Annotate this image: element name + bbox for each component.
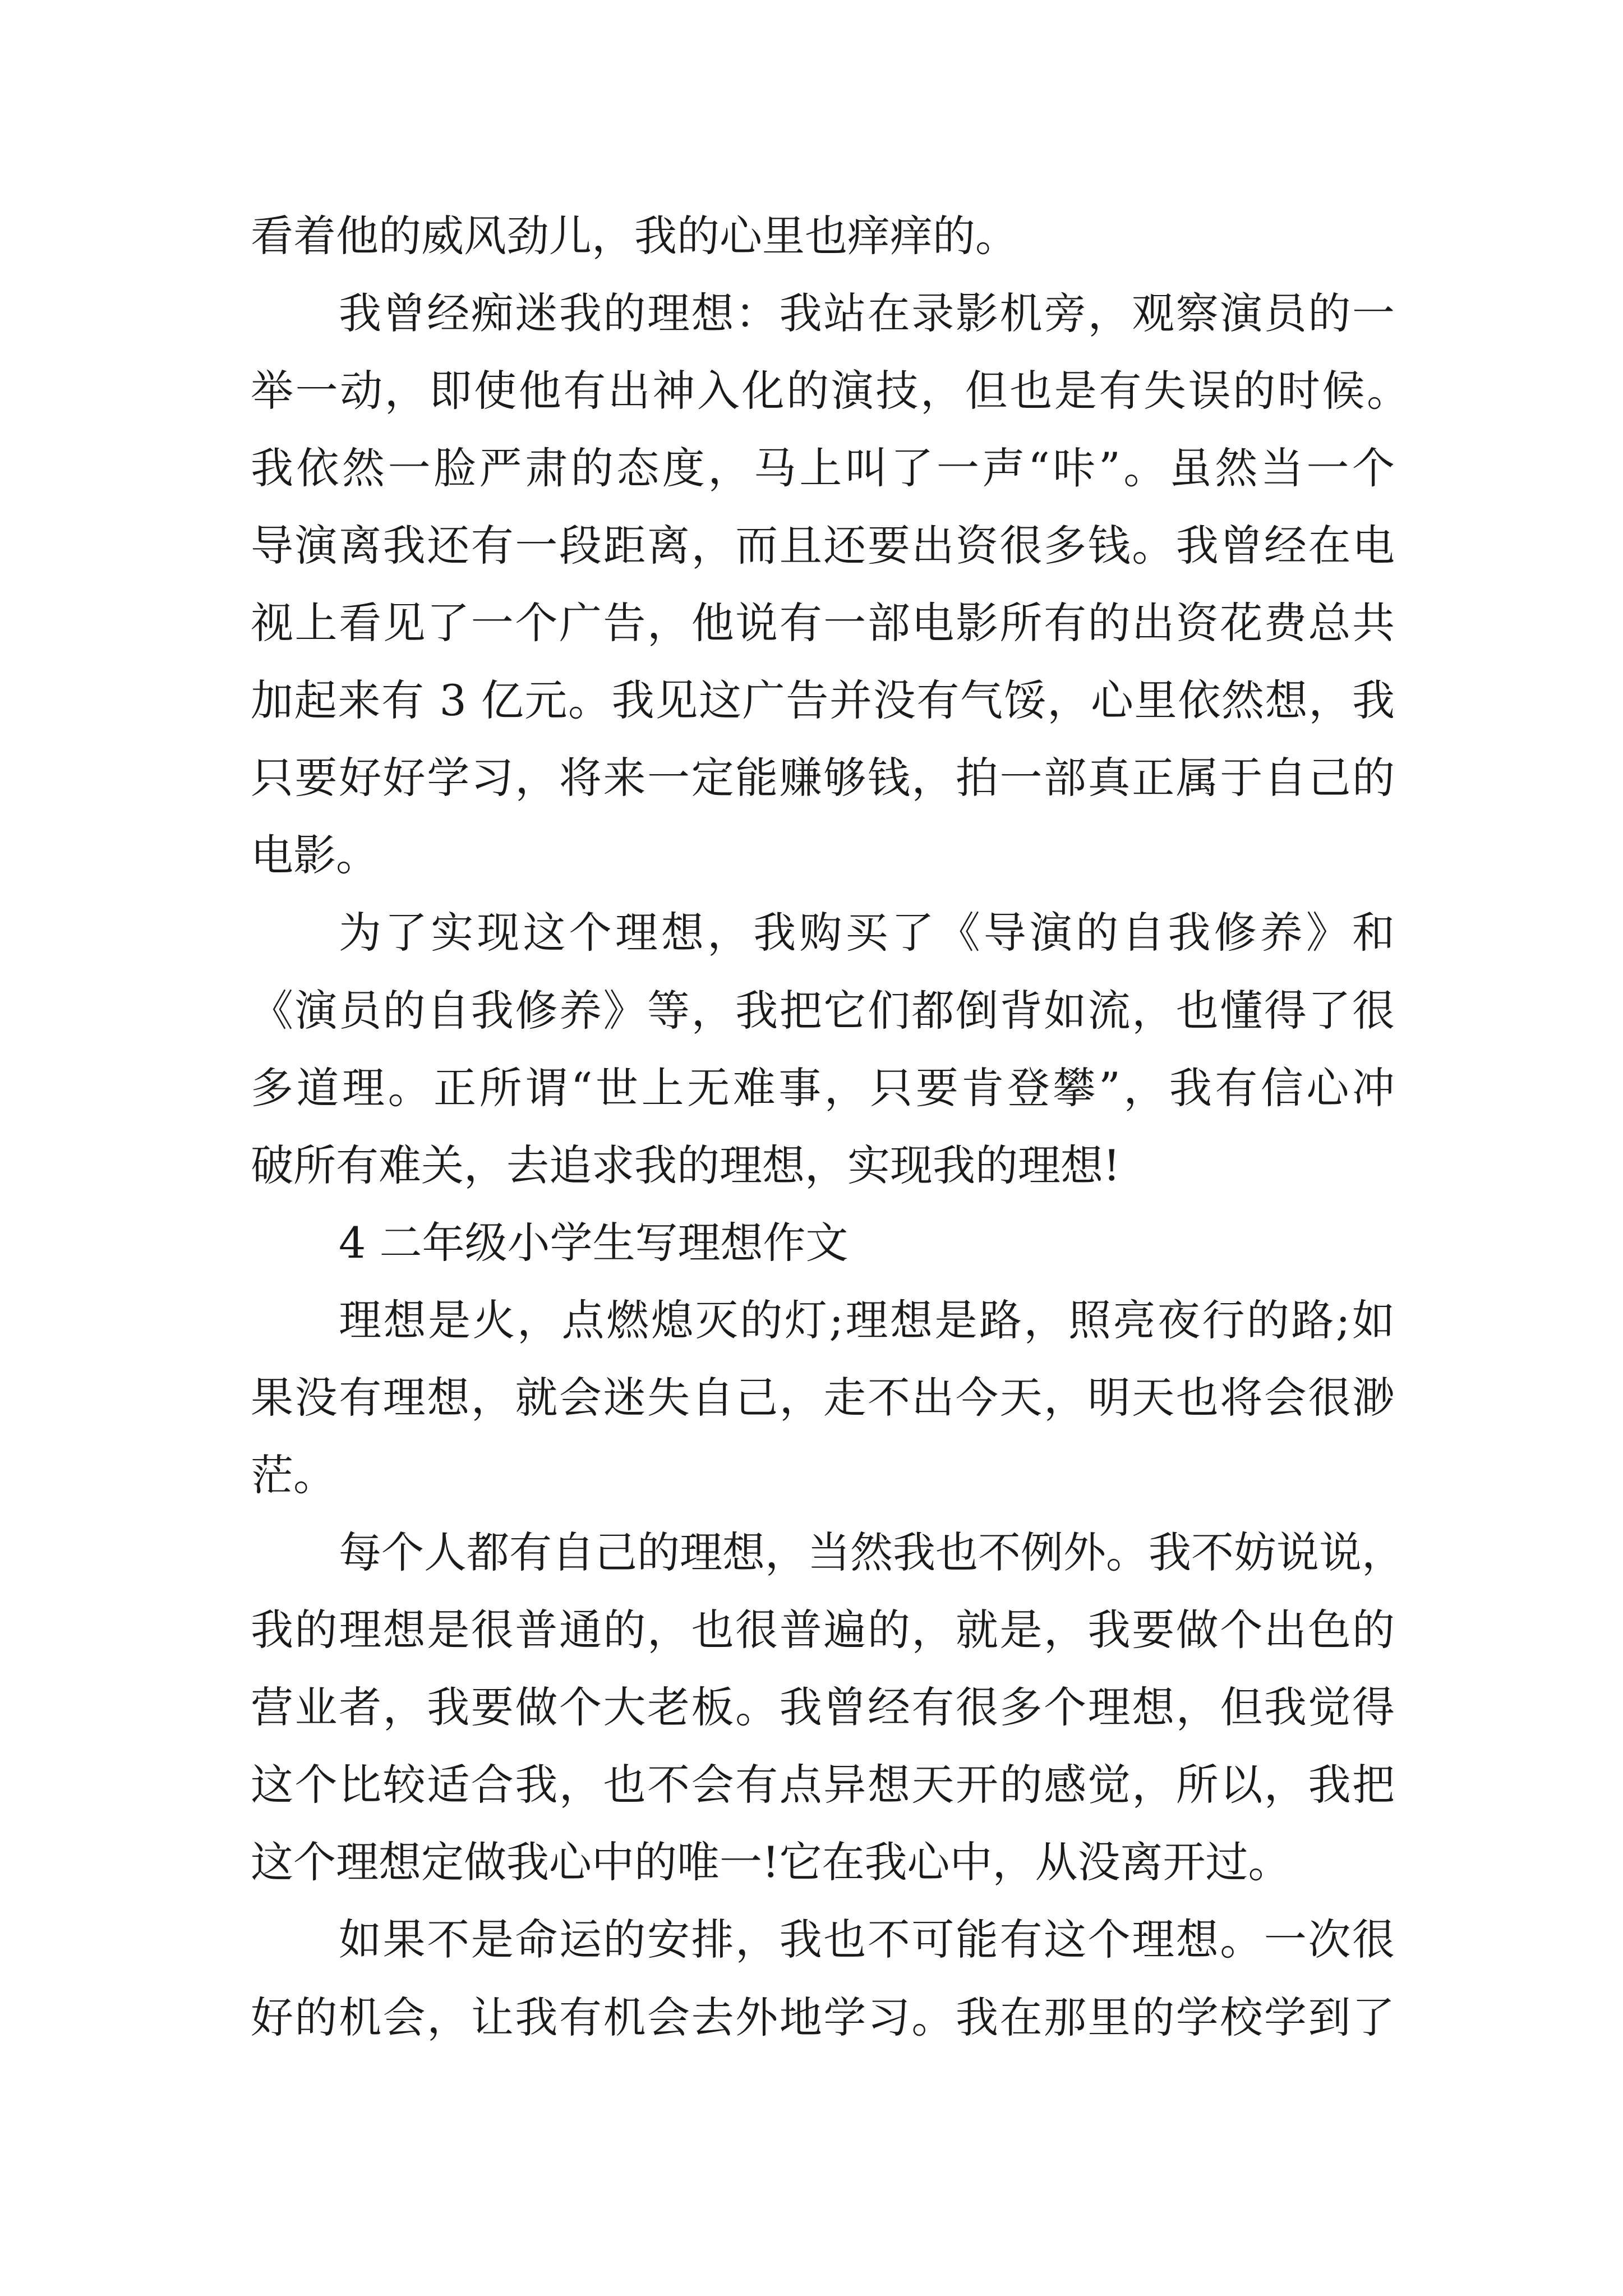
text-line: 导演离我还有一段距离，而且还要出资很多钱。我曾经在电 [251,521,1395,570]
text-line: 果没有理想，就会迷失自己，走不出今天，明天也将会很渺 [251,1373,1395,1423]
text-line: 电影。 [251,830,379,880]
text-line: 茫。 [251,1450,336,1500]
text-line: 视上看见了一个广告，他说有一部电影所有的出资花费总共 [251,598,1395,648]
text-line: 破所有难关，去追求我的理想，实现我的理想! [251,1140,1121,1190]
text-line: 我曾经痴迷我的理想：我站在录影机旁，观察演员的一 [339,288,1395,338]
text-line: 如果不是命运的安排，我也不可能有这个理想。一次很 [339,1915,1395,1964]
text-line: 营业者，我要做个大老板。我曾经有很多个理想，但我觉得 [251,1682,1395,1732]
text-line: 理想是火，点燃熄灭的灯;理想是路，照亮夜行的路;如 [339,1295,1395,1345]
text-line: 看着他的威风劲儿，我的心里也痒痒的。 [251,211,1018,261]
text-line: 《演员的自我修养》等，我把它们都倒背如流，也懂得了很 [251,986,1395,1036]
text-line: 每个人都有自己的理想，当然我也不例外。我不妨说说， [339,1527,1404,1577]
section-heading: 4 二年级小学生写理想作文 [339,1218,849,1268]
text-line: 我依然一脸严肃的态度，马上叫了一声“咔”。虽然当一个 [251,443,1395,493]
text-line: 这个比较适合我，也不会有点异想天开的感觉，所以，我把 [251,1760,1395,1810]
text-line: 这个理想定做我心中的唯一!它在我心中，从没离开过。 [251,1837,1291,1887]
text-line: 好的机会，让我有机会去外地学习。我在那里的学校学到了 [251,1993,1395,2042]
text-line: 只要好好学习，将来一定能赚够钱，拍一部真正属于自己的 [251,753,1395,803]
text-line: 多道理。正所谓“世上无难事，只要肯登攀”，我有信心冲 [251,1063,1395,1113]
text-line: 加起来有 3 亿元。我见这广告并没有气馁，心里依然想，我 [251,675,1395,725]
text-line: 我的理想是很普通的，也很普遍的，就是，我要做个出色的 [251,1605,1395,1655]
text-line: 为了实现这个理想，我购买了《导演的自我修养》和 [339,908,1395,958]
text-line: 举一动，即使他有出神入化的演技，但也是有失误的时候。 [251,366,1409,416]
